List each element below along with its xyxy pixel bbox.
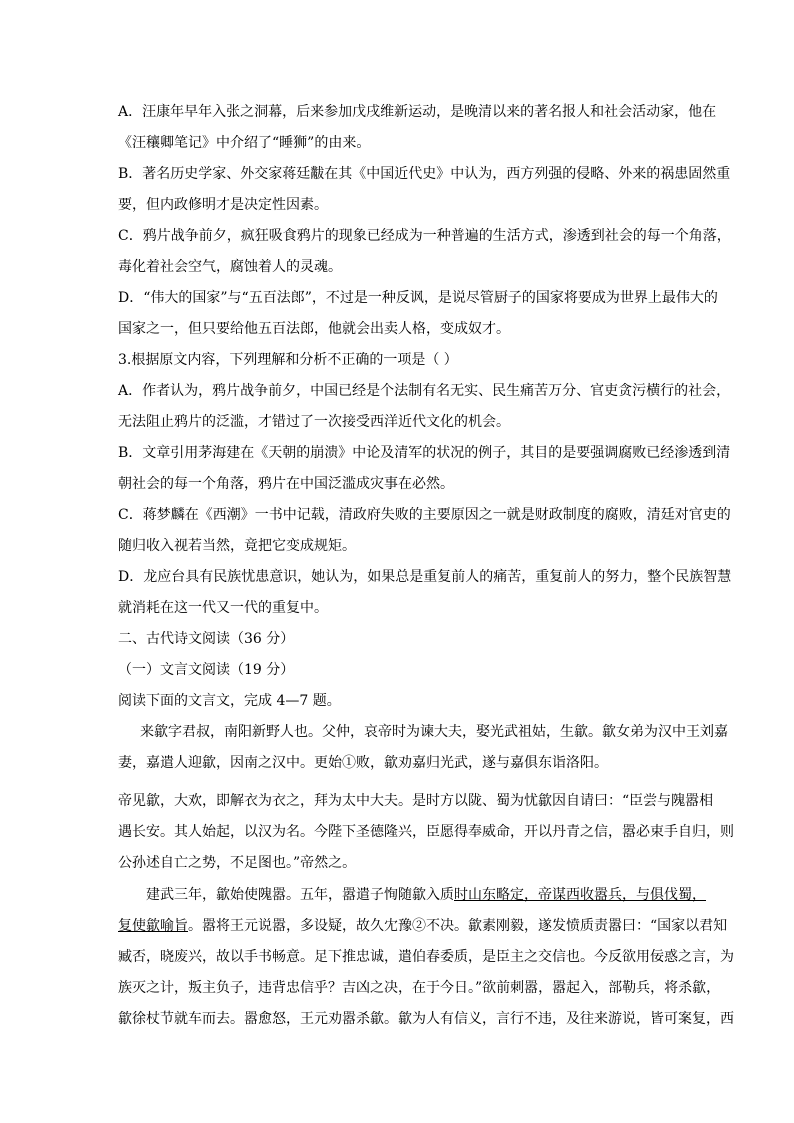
passage-line: 妻，嘉遣人迎歙，因南之汉中。更始①败，歙劝嘉归光武，遂与嘉俱东诣洛阳。 [118,755,608,771]
text-line: 毒化着社会空气，腐蚀着人的灵魂。 [118,259,342,275]
passage-line: 帝见歙，大欢，即解衣为衣之，拜为太中大夫。是时方以陇、蜀为忧歙因自请曰：“臣尝与隗嚣相 [118,793,714,809]
passage-line: 遇长安。其人始起，以汉为名。今陛下圣德隆兴，臣愿得奉威命，开以丹青之信，嚣必束手自归，则 [118,824,734,840]
text-line: C．蒋梦麟在《西潮》一书中记载，清政府失败的主要原因之一就是财政制度的腐败，清廷对官吏的 [118,507,731,523]
passage-text: 。嚣将王元说嚣，多设疑，故久冘豫②不决。歙素刚毅，遂发愤质责嚣曰：“国家以君知 [188,918,728,934]
text-line: 朝社会的每一个角落，鸦片在中国泛滥成灾事在必然。 [118,476,454,492]
passage-line: 族灭之计，叛主负子，违背忠信乎？吉凶之决，在于今日。”欲前刺嚣，嚣起入，部勒兵，将杀歙， [118,980,721,996]
text-line: D．龙应台具有民族忧患意识，她认为，如果总是重复前人的痛苦，重复前人的努力，整个民族智慧 [118,569,732,585]
instruction-line: 阅读下面的文言文，完成 4—7 题。 [118,693,341,709]
text-line: C．鸦片战争前夕，疯狂吸食鸦片的现象已经成为一种普遍的生活方式，渗透到社会的每一个角落， [118,228,731,244]
text-line: B．文章引用茅海建在《天朝的崩溃》中论及清军的状况的例子，其目的是要强调腐败已经渗透到清 [118,445,731,461]
text-line: A．汪康年早年入张之洞幕，后来参加戊戌维新运动，是晚清以来的著名报人和社会活动家，他在 [118,104,717,120]
passage-line [118,911,727,942]
text-line: 国家之一，但只要给他五百法郎，他就会出卖人格，变成奴才。 [118,321,510,337]
text-line: 《汪穰卿笔记》中介绍了“睡狮”的由来。 [118,135,371,151]
passage-text: 建武三年，歙始使隗嚣。五年，嚣遣子恂随歙入质 [146,887,454,903]
passage-line: 臧否，晓废兴，故以手书畅意。足下推忠诚，遣伯春委质，是臣主之交信也。今反欲用佞惑之言，为 [118,949,734,965]
question-stem: 3.根据原文内容，下列理解和分析不正确的一项是（ ） [118,352,458,368]
subsection-heading: （一）文言文阅读（19 分） [118,662,295,678]
text-line: B．著名历史学家、外交家蒋廷黻在其《中国近代史》中认为，西方列强的侵略、外来的祸患固然重 [118,166,731,182]
passage-line: 公孙述自亡之势，不足图也。”帝然之。 [118,855,357,871]
underlined-sentence: 时山东略定，帝谋西收嚣兵，与俱伐蜀， [454,887,706,903]
text-line: 就消耗在这一代又一代的重复中。 [118,600,328,616]
passage-line: 歙徐杖节就车而去。嚣愈怒，王元劝嚣杀歙。歙为人有信义，言行不违，及往来游说，皆可案复，西 [118,1011,734,1027]
underlined-sentence: 复使歙喻旨 [118,918,188,934]
text-line: A．作者认为，鸦片战争前夕，中国已经是个法制有名无实、民生痛苦万分、官吏贪污横行的社会， [118,383,731,399]
text-line: 要，但内政修明才是决定性因素。 [118,197,328,213]
passage-line: 来歙字君叔，南阳新野人也。父仲，哀帝时为谏大夫，娶光武祖姑，生歙。歙女弟为汉中王刘嘉 [140,724,728,740]
text-line: 随归收入视若当然，竟把它变成规矩。 [118,538,356,554]
passage-line [146,880,706,911]
section-heading: 二、古代诗文阅读（36 分） [118,631,295,647]
text-line: D．“伟大的国家”与“五百法郎”，不过是一种反讽，是说尽管厨子的国家将要成为世界上最伟大的 [118,290,718,306]
text-line: 无法阻止鸦片的泛滥，才错过了一次接受西洋近代文化的机会。 [118,414,510,430]
